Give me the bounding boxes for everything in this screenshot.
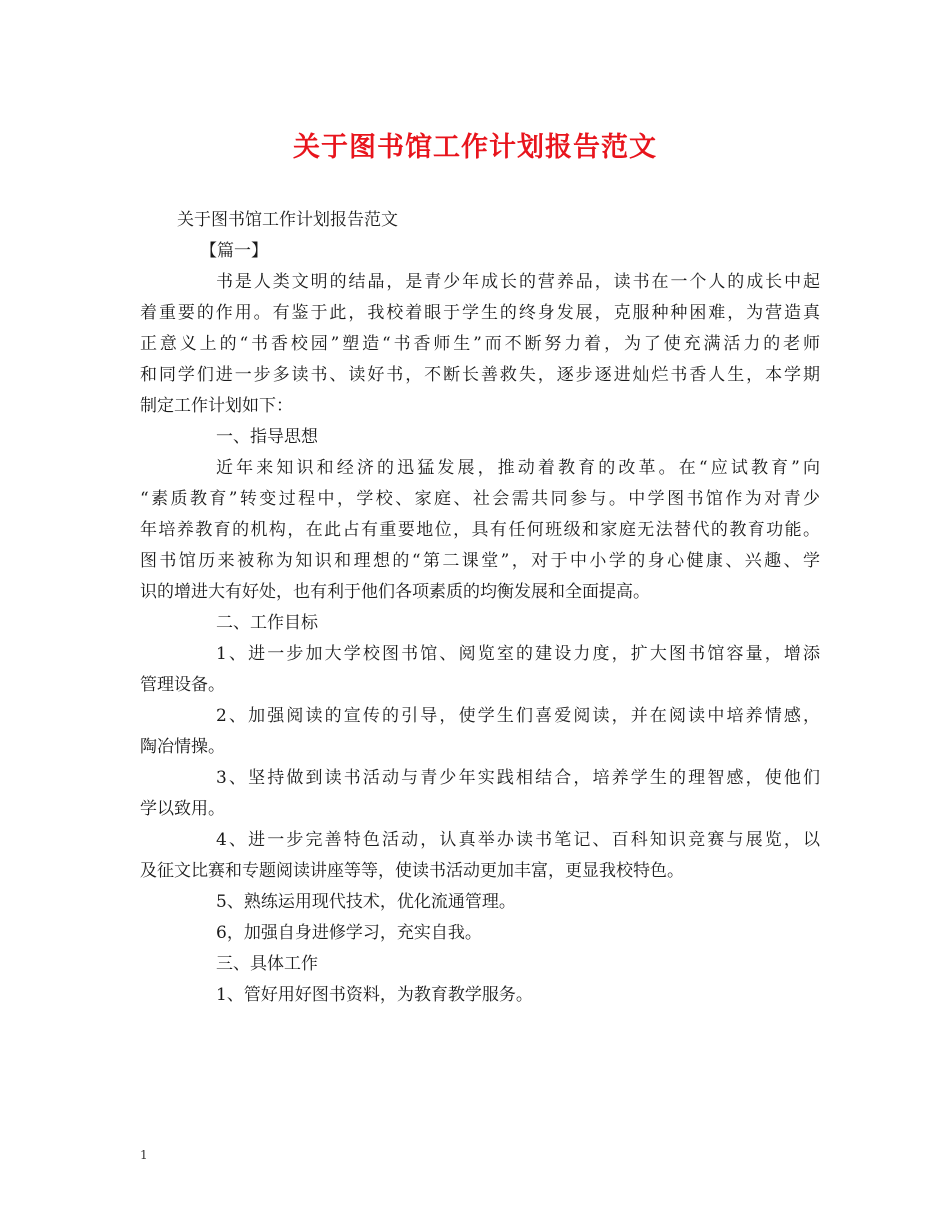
paragraph-line: 学以致用。 bbox=[140, 799, 225, 819]
heading-line: 二、工作目标 bbox=[216, 613, 318, 633]
paragraph-line: 及征文比赛和专题阅读讲座等等，使读书活动更加丰富，更显我校特色。 bbox=[140, 861, 684, 881]
paragraph-line: 图书馆历来被称为知识和理想的“第二课堂”，对于中小学的身心健康、兴趣、学 bbox=[140, 551, 820, 571]
paragraph-line: 3、坚持做到读书活动与青少年实践相结合，培养学生的理智感，使他们 bbox=[216, 768, 820, 788]
paragraph-line: 2、加强阅读的宣传的引导，使学生们喜爱阅读，并在阅读中培养情感， bbox=[216, 706, 820, 726]
paragraph-line: 4、进一步完善特色活动，认真举办读书笔记、百科知识竞赛与展览，以 bbox=[216, 830, 820, 850]
paragraph-line: 1、进一步加大学校图书馆、阅览室的建设力度，扩大图书馆容量，增添 bbox=[216, 644, 820, 664]
paragraph-line: 制定工作计划如下： bbox=[140, 396, 293, 416]
heading-line: 三、具体工作 bbox=[216, 954, 318, 974]
paragraph-line: 6，加强自身进修学习，充实自我。 bbox=[216, 923, 482, 943]
document-body bbox=[140, 205, 820, 1011]
paragraph-line: 管理设备。 bbox=[140, 675, 225, 695]
section-label: 【篇一】 bbox=[200, 241, 268, 261]
paragraph-line: 5、熟练运用现代技术，优化流通管理。 bbox=[216, 892, 516, 912]
paragraph-line: 年培养教育的机构，在此占有重要地位，具有任何班级和家庭无法替代的教育功能。 bbox=[140, 520, 820, 540]
paragraph-line: 1、管好用好图书资料，为教育教学服务。 bbox=[216, 985, 533, 1005]
paragraph-line: 着重要的作用。有鉴于此，我校着眼于学生的终身发展，克服种种困难，为营造真 bbox=[140, 303, 820, 323]
paragraph-line: 正意义上的“书香校园”塑造“书香师生”而不断努力着，为了使充满活力的老师 bbox=[140, 334, 820, 354]
paragraph-line: 和同学们进一步多读书、读好书，不断长善救失，逐步逐进灿烂书香人生，本学期 bbox=[140, 365, 820, 385]
paragraph-line: “素质教育”转变过程中，学校、家庭、社会需共同参与。中学图书馆作为对青少 bbox=[140, 489, 820, 509]
page-number: 1 bbox=[140, 1148, 148, 1162]
subtitle-line: 关于图书馆工作计划报告范文 bbox=[177, 210, 398, 230]
paragraph-line: 识的增进大有好处，也有利于他们各项素质的均衡发展和全面提高。 bbox=[140, 582, 650, 602]
document-title: 关于图书馆工作计划报告范文 bbox=[293, 132, 657, 163]
paragraph-line: 近年来知识和经济的迅猛发展，推动着教育的改革。在“应试教育”向 bbox=[216, 458, 820, 478]
paragraph-line: 书是人类文明的结晶，是青少年成长的营养品，读书在一个人的成长中起 bbox=[216, 272, 820, 292]
heading-line: 一、指导思想 bbox=[216, 427, 318, 447]
paragraph-line: 陶冶情操。 bbox=[140, 737, 225, 757]
